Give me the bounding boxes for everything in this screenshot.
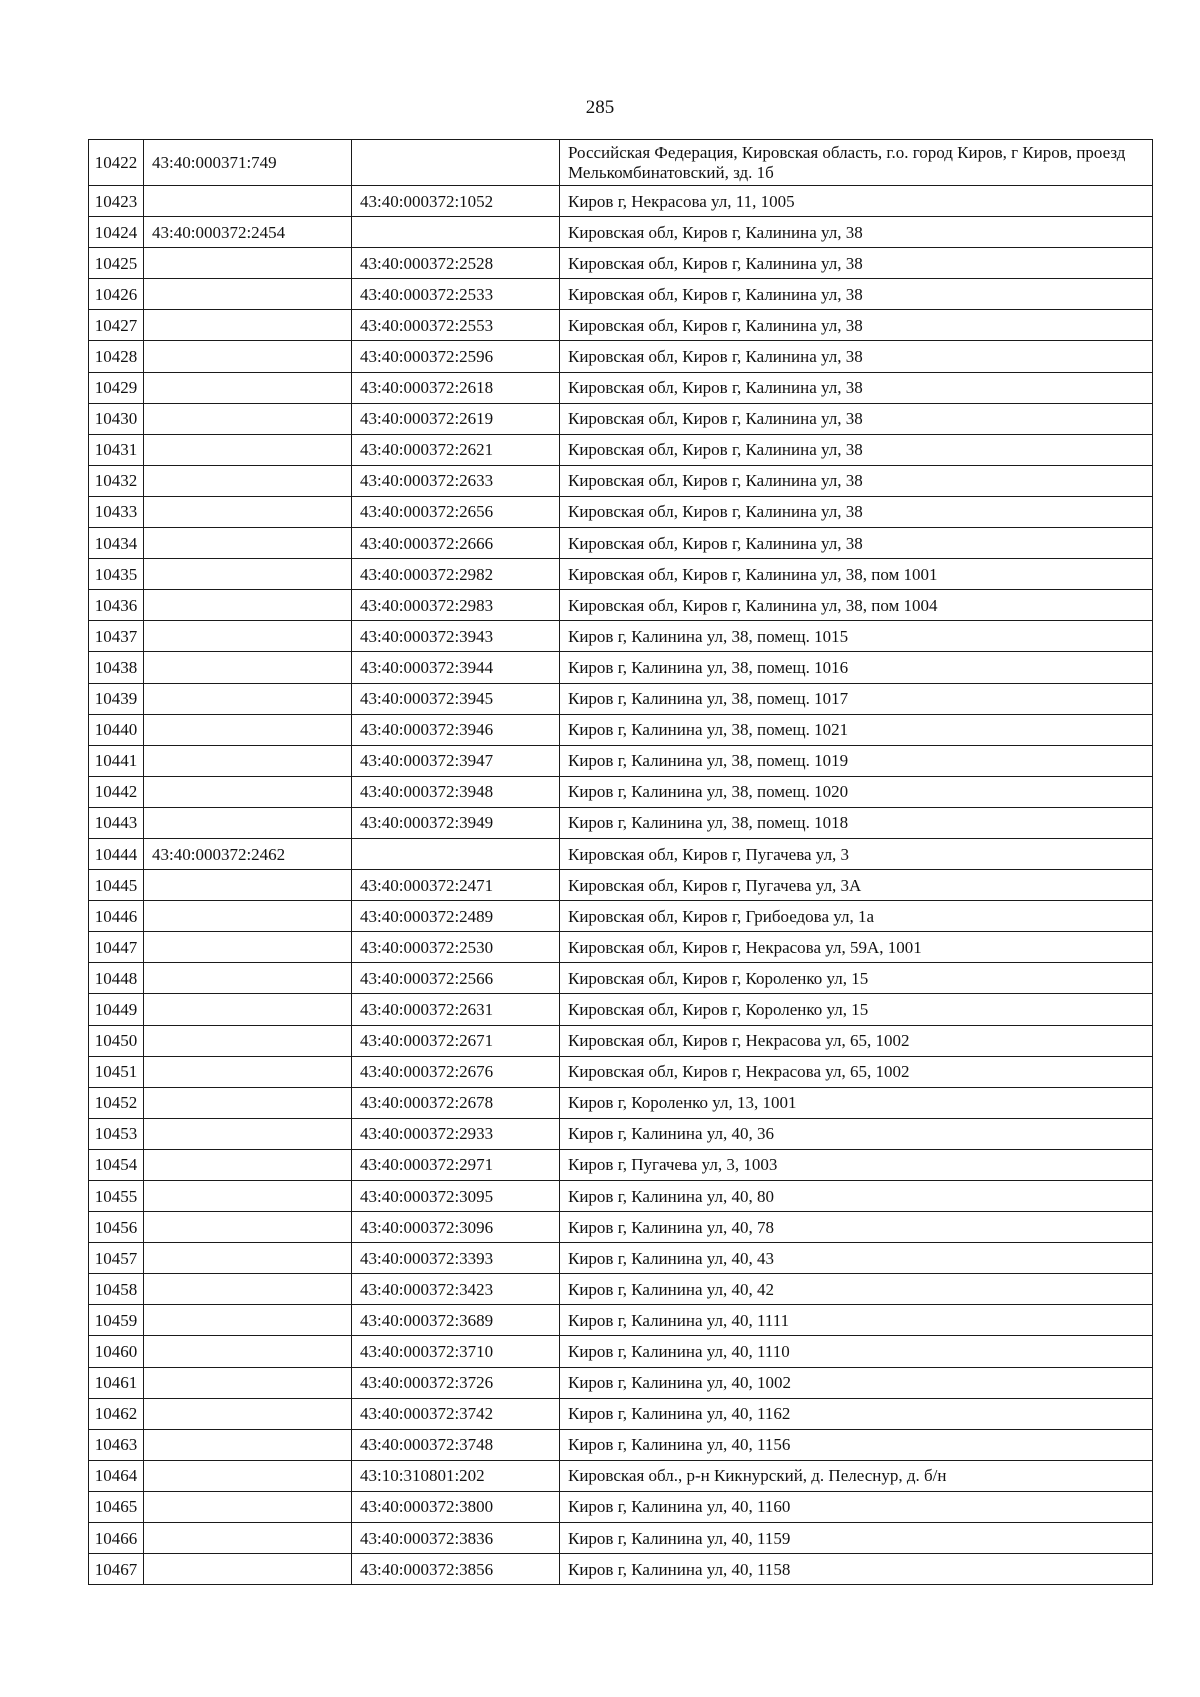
table-row xyxy=(89,186,1153,217)
table-row xyxy=(89,714,1153,745)
table-row xyxy=(89,528,1153,559)
row-number-cell: 10455 xyxy=(89,1181,144,1212)
table-row xyxy=(89,838,1153,869)
cadastral-object-cell: 43:40:000372:3096 xyxy=(352,1212,560,1243)
row-number-cell: 10459 xyxy=(89,1305,144,1336)
row-number-cell: 10429 xyxy=(89,372,144,403)
table-row xyxy=(89,963,1153,994)
table-row xyxy=(89,1336,1153,1367)
row-number-cell: 10451 xyxy=(89,1056,144,1087)
address-cell: Кировская обл, Киров г, Калинина ул, 38 xyxy=(560,341,1153,372)
table-row xyxy=(89,1118,1153,1149)
cadastral-object-cell: 43:40:000372:2533 xyxy=(352,279,560,310)
table-row xyxy=(89,1087,1153,1118)
row-number-cell: 10423 xyxy=(89,186,144,217)
cadastral-parent-cell xyxy=(144,807,352,838)
table-row xyxy=(89,403,1153,434)
table-row xyxy=(89,1491,1153,1522)
cadastral-parent-cell xyxy=(144,341,352,372)
cadastral-object-cell: 43:40:000372:2676 xyxy=(352,1056,560,1087)
row-number-cell: 10445 xyxy=(89,870,144,901)
cadastral-object-cell: 43:40:000372:2983 xyxy=(352,590,560,621)
address-cell: Кировская обл, Киров г, Некрасова ул, 59А, 1001 xyxy=(560,932,1153,963)
row-number-cell: 10425 xyxy=(89,248,144,279)
table-row xyxy=(89,1305,1153,1336)
row-number-cell: 10441 xyxy=(89,745,144,776)
cadastral-object-cell: 43:40:000372:3748 xyxy=(352,1429,560,1460)
cadastral-parent-cell xyxy=(144,652,352,683)
row-number-cell: 10448 xyxy=(89,963,144,994)
address-cell: Кировская обл, Киров г, Грибоедова ул, 1а xyxy=(560,901,1153,932)
table-row xyxy=(89,140,1153,186)
row-number-cell: 10427 xyxy=(89,310,144,341)
cadastral-object-cell: 43:40:000372:3726 xyxy=(352,1367,560,1398)
table-row xyxy=(89,559,1153,590)
row-number-cell: 10430 xyxy=(89,403,144,434)
address-cell: Российская Федерация, Кировская область, г.о. город Киров, г Киров, проезд Мелькомбинатовский, зд. 1б xyxy=(560,140,1153,186)
cadastral-parent-cell xyxy=(144,1212,352,1243)
cadastral-object-cell: 43:40:000372:3689 xyxy=(352,1305,560,1336)
row-number-cell: 10444 xyxy=(89,838,144,869)
cadastral-object-cell: 43:40:000372:2671 xyxy=(352,1025,560,1056)
table-row xyxy=(89,217,1153,248)
cadastral-object-cell: 43:40:000372:3393 xyxy=(352,1243,560,1274)
table-row xyxy=(89,1181,1153,1212)
cadastral-parent-cell xyxy=(144,1429,352,1460)
cadastral-parent-cell xyxy=(144,1025,352,1056)
table-row xyxy=(89,870,1153,901)
table-row xyxy=(89,776,1153,807)
address-cell: Кировская обл, Киров г, Калинина ул, 38 xyxy=(560,248,1153,279)
cadastral-parent-cell xyxy=(144,465,352,496)
table-row xyxy=(89,1025,1153,1056)
table-row xyxy=(89,496,1153,527)
table-row xyxy=(89,1429,1153,1460)
cadastral-object-cell: 43:40:000372:3742 xyxy=(352,1398,560,1429)
row-number-cell: 10467 xyxy=(89,1554,144,1585)
row-number-cell: 10453 xyxy=(89,1118,144,1149)
table-row xyxy=(89,590,1153,621)
cadastral-parent-cell xyxy=(144,901,352,932)
address-cell: Киров г, Калинина ул, 40, 78 xyxy=(560,1212,1153,1243)
address-cell: Киров г, Калинина ул, 40, 36 xyxy=(560,1118,1153,1149)
address-cell: Кировская обл, Киров г, Калинина ул, 38, пом 1001 xyxy=(560,559,1153,590)
row-number-cell: 10458 xyxy=(89,1274,144,1305)
cadastral-object-cell: 43:40:000372:2631 xyxy=(352,994,560,1025)
cadastral-parent-cell xyxy=(144,776,352,807)
address-cell: Киров г, Калинина ул, 40, 43 xyxy=(560,1243,1153,1274)
cadastral-parent-cell xyxy=(144,1181,352,1212)
address-cell: Киров г, Калинина ул, 38, помещ. 1018 xyxy=(560,807,1153,838)
table-row xyxy=(89,1367,1153,1398)
cadastral-object-cell: 43:40:000372:3800 xyxy=(352,1491,560,1522)
address-cell: Кировская обл, Киров г, Калинина ул, 38 xyxy=(560,465,1153,496)
row-number-cell: 10460 xyxy=(89,1336,144,1367)
table-row xyxy=(89,1149,1153,1180)
cadastral-parent-cell xyxy=(144,279,352,310)
registry-table xyxy=(88,139,1153,1585)
row-number-cell: 10452 xyxy=(89,1087,144,1118)
cadastral-object-cell: 43:40:000372:2982 xyxy=(352,559,560,590)
cadastral-parent-cell xyxy=(144,1149,352,1180)
address-cell: Кировская обл, Киров г, Некрасова ул, 65, 1002 xyxy=(560,1025,1153,1056)
address-cell: Кировская обл, Киров г, Пугачева ул, 3А xyxy=(560,870,1153,901)
row-number-cell: 10450 xyxy=(89,1025,144,1056)
address-cell: Киров г, Калинина ул, 40, 1162 xyxy=(560,1398,1153,1429)
address-cell: Кировская обл., р-н Кикнурский, д. Пелеснур, д. б/н xyxy=(560,1460,1153,1491)
row-number-cell: 10422 xyxy=(89,140,144,186)
cadastral-parent-cell xyxy=(144,403,352,434)
address-cell: Кировская обл, Киров г, Калинина ул, 38 xyxy=(560,279,1153,310)
address-cell: Кировская обл, Киров г, Калинина ул, 38 xyxy=(560,310,1153,341)
address-cell: Киров г, Калинина ул, 40, 1002 xyxy=(560,1367,1153,1398)
cadastral-parent-cell xyxy=(144,994,352,1025)
row-number-cell: 10439 xyxy=(89,683,144,714)
row-number-cell: 10446 xyxy=(89,901,144,932)
cadastral-object-cell: 43:40:000372:3944 xyxy=(352,652,560,683)
row-number-cell: 10436 xyxy=(89,590,144,621)
row-number-cell: 10447 xyxy=(89,932,144,963)
row-number-cell: 10437 xyxy=(89,621,144,652)
table-row xyxy=(89,683,1153,714)
cadastral-parent-cell xyxy=(144,714,352,745)
row-number-cell: 10442 xyxy=(89,776,144,807)
address-cell: Киров г, Калинина ул, 38, помещ. 1015 xyxy=(560,621,1153,652)
address-cell: Киров г, Калинина ул, 40, 1110 xyxy=(560,1336,1153,1367)
cadastral-parent-cell xyxy=(144,559,352,590)
cadastral-parent-cell xyxy=(144,1491,352,1522)
cadastral-object-cell: 43:40:000372:3949 xyxy=(352,807,560,838)
row-number-cell: 10428 xyxy=(89,341,144,372)
cadastral-parent-cell xyxy=(144,932,352,963)
table-row xyxy=(89,1243,1153,1274)
address-cell: Киров г, Калинина ул, 40, 1111 xyxy=(560,1305,1153,1336)
cadastral-parent-cell xyxy=(144,1523,352,1554)
address-cell: Кировская обл, Киров г, Калинина ул, 38 xyxy=(560,528,1153,559)
cadastral-parent-cell xyxy=(144,1118,352,1149)
cadastral-parent-cell xyxy=(144,590,352,621)
cadastral-parent-cell xyxy=(144,372,352,403)
cadastral-object-cell: 43:40:000372:2971 xyxy=(352,1149,560,1180)
address-cell: Кировская обл, Киров г, Короленко ул, 15 xyxy=(560,963,1153,994)
cadastral-object-cell: 43:40:000372:3095 xyxy=(352,1181,560,1212)
cadastral-object-cell: 43:40:000372:2621 xyxy=(352,434,560,465)
cadastral-object-cell: 43:40:000372:3856 xyxy=(352,1554,560,1585)
cadastral-object-cell: 43:40:000372:3710 xyxy=(352,1336,560,1367)
table-row xyxy=(89,994,1153,1025)
row-number-cell: 10440 xyxy=(89,714,144,745)
cadastral-object-cell: 43:40:000372:3943 xyxy=(352,621,560,652)
row-number-cell: 10434 xyxy=(89,528,144,559)
table-row xyxy=(89,310,1153,341)
cadastral-parent-cell: 43:40:000371:749 xyxy=(144,140,352,186)
table-row xyxy=(89,901,1153,932)
cadastral-parent-cell xyxy=(144,186,352,217)
table-row xyxy=(89,1056,1153,1087)
cadastral-parent-cell xyxy=(144,496,352,527)
row-number-cell: 10443 xyxy=(89,807,144,838)
cadastral-object-cell: 43:40:000372:2618 xyxy=(352,372,560,403)
row-number-cell: 10454 xyxy=(89,1149,144,1180)
row-number-cell: 10464 xyxy=(89,1460,144,1491)
cadastral-parent-cell xyxy=(144,1398,352,1429)
cadastral-parent-cell xyxy=(144,870,352,901)
cadastral-parent-cell xyxy=(144,1274,352,1305)
cadastral-parent-cell xyxy=(144,1243,352,1274)
table-row xyxy=(89,1523,1153,1554)
cadastral-object-cell xyxy=(352,838,560,869)
row-number-cell: 10435 xyxy=(89,559,144,590)
row-number-cell: 10424 xyxy=(89,217,144,248)
table-row xyxy=(89,1212,1153,1243)
cadastral-object-cell: 43:40:000372:2619 xyxy=(352,403,560,434)
address-cell: Кировская обл, Киров г, Короленко ул, 15 xyxy=(560,994,1153,1025)
cadastral-object-cell: 43:40:000372:2933 xyxy=(352,1118,560,1149)
address-cell: Киров г, Калинина ул, 40, 1160 xyxy=(560,1491,1153,1522)
table-row xyxy=(89,1398,1153,1429)
row-number-cell: 10431 xyxy=(89,434,144,465)
cadastral-parent-cell xyxy=(144,1367,352,1398)
cadastral-object-cell: 43:40:000372:2528 xyxy=(352,248,560,279)
cadastral-parent-cell xyxy=(144,248,352,279)
table-row xyxy=(89,1554,1153,1585)
table-row xyxy=(89,434,1153,465)
cadastral-object-cell: 43:40:000372:2656 xyxy=(352,496,560,527)
address-cell: Киров г, Калинина ул, 40, 42 xyxy=(560,1274,1153,1305)
table-row xyxy=(89,341,1153,372)
address-cell: Киров г, Калинина ул, 40, 1159 xyxy=(560,1523,1153,1554)
cadastral-object-cell: 43:40:000372:2471 xyxy=(352,870,560,901)
cadastral-object-cell: 43:40:000372:3945 xyxy=(352,683,560,714)
row-number-cell: 10438 xyxy=(89,652,144,683)
table-row xyxy=(89,745,1153,776)
address-cell: Кировская обл, Киров г, Некрасова ул, 65, 1002 xyxy=(560,1056,1153,1087)
row-number-cell: 10433 xyxy=(89,496,144,527)
cadastral-object-cell xyxy=(352,217,560,248)
address-cell: Киров г, Некрасова ул, 11, 1005 xyxy=(560,186,1153,217)
address-cell: Киров г, Калинина ул, 38, помещ. 1017 xyxy=(560,683,1153,714)
cadastral-parent-cell xyxy=(144,528,352,559)
cadastral-object-cell: 43:40:000372:2633 xyxy=(352,465,560,496)
registry-table-body xyxy=(89,140,1153,1585)
table-row xyxy=(89,652,1153,683)
cadastral-parent-cell xyxy=(144,1056,352,1087)
address-cell: Киров г, Калинина ул, 38, помещ. 1016 xyxy=(560,652,1153,683)
cadastral-parent-cell xyxy=(144,1087,352,1118)
cadastral-object-cell: 43:10:310801:202 xyxy=(352,1460,560,1491)
page-number: 285 xyxy=(585,97,615,118)
cadastral-object-cell: 43:40:000372:3423 xyxy=(352,1274,560,1305)
table-row xyxy=(89,465,1153,496)
cadastral-object-cell: 43:40:000372:2530 xyxy=(352,932,560,963)
address-cell: Киров г, Пугачева ул, 3, 1003 xyxy=(560,1149,1153,1180)
cadastral-object-cell: 43:40:000372:3946 xyxy=(352,714,560,745)
address-cell: Киров г, Калинина ул, 38, помещ. 1020 xyxy=(560,776,1153,807)
cadastral-object-cell: 43:40:000372:2553 xyxy=(352,310,560,341)
table-row xyxy=(89,1274,1153,1305)
cadastral-object-cell: 43:40:000372:1052 xyxy=(352,186,560,217)
row-number-cell: 10426 xyxy=(89,279,144,310)
address-cell: Кировская обл, Киров г, Калинина ул, 38 xyxy=(560,434,1153,465)
table-row xyxy=(89,932,1153,963)
table-row xyxy=(89,279,1153,310)
cadastral-parent-cell xyxy=(144,1336,352,1367)
cadastral-object-cell xyxy=(352,140,560,186)
address-cell: Кировская обл, Киров г, Калинина ул, 38 xyxy=(560,496,1153,527)
address-cell: Кировская обл, Киров г, Калинина ул, 38 xyxy=(560,372,1153,403)
address-cell: Киров г, Калинина ул, 40, 1158 xyxy=(560,1554,1153,1585)
table-row xyxy=(89,1460,1153,1491)
address-cell: Кировская обл, Киров г, Калинина ул, 38 xyxy=(560,217,1153,248)
cadastral-parent-cell xyxy=(144,1305,352,1336)
table-row xyxy=(89,248,1153,279)
table-row xyxy=(89,807,1153,838)
row-number-cell: 10461 xyxy=(89,1367,144,1398)
row-number-cell: 10449 xyxy=(89,994,144,1025)
cadastral-object-cell: 43:40:000372:2489 xyxy=(352,901,560,932)
address-cell: Киров г, Калинина ул, 38, помещ. 1021 xyxy=(560,714,1153,745)
cadastral-object-cell: 43:40:000372:2596 xyxy=(352,341,560,372)
cadastral-object-cell: 43:40:000372:3947 xyxy=(352,745,560,776)
cadastral-object-cell: 43:40:000372:2678 xyxy=(352,1087,560,1118)
cadastral-object-cell: 43:40:000372:2666 xyxy=(352,528,560,559)
cadastral-parent-cell xyxy=(144,310,352,341)
row-number-cell: 10463 xyxy=(89,1429,144,1460)
cadastral-parent-cell xyxy=(144,745,352,776)
cadastral-object-cell: 43:40:000372:3948 xyxy=(352,776,560,807)
table-row xyxy=(89,372,1153,403)
address-cell: Кировская обл, Киров г, Пугачева ул, 3 xyxy=(560,838,1153,869)
cadastral-parent-cell xyxy=(144,434,352,465)
cadastral-parent-cell xyxy=(144,683,352,714)
address-cell: Киров г, Короленко ул, 13, 1001 xyxy=(560,1087,1153,1118)
cadastral-parent-cell xyxy=(144,1554,352,1585)
address-cell: Киров г, Калинина ул, 38, помещ. 1019 xyxy=(560,745,1153,776)
cadastral-parent-cell xyxy=(144,963,352,994)
address-cell: Киров г, Калинина ул, 40, 1156 xyxy=(560,1429,1153,1460)
table-row xyxy=(89,621,1153,652)
row-number-cell: 10456 xyxy=(89,1212,144,1243)
row-number-cell: 10466 xyxy=(89,1523,144,1554)
cadastral-parent-cell xyxy=(144,1460,352,1491)
address-cell: Кировская обл, Киров г, Калинина ул, 38, пом 1004 xyxy=(560,590,1153,621)
cadastral-object-cell: 43:40:000372:3836 xyxy=(352,1523,560,1554)
row-number-cell: 10457 xyxy=(89,1243,144,1274)
cadastral-parent-cell: 43:40:000372:2462 xyxy=(144,838,352,869)
address-cell: Киров г, Калинина ул, 40, 80 xyxy=(560,1181,1153,1212)
address-cell: Кировская обл, Киров г, Калинина ул, 38 xyxy=(560,403,1153,434)
cadastral-parent-cell xyxy=(144,621,352,652)
row-number-cell: 10432 xyxy=(89,465,144,496)
cadastral-parent-cell: 43:40:000372:2454 xyxy=(144,217,352,248)
row-number-cell: 10465 xyxy=(89,1491,144,1522)
cadastral-object-cell: 43:40:000372:2566 xyxy=(352,963,560,994)
row-number-cell: 10462 xyxy=(89,1398,144,1429)
